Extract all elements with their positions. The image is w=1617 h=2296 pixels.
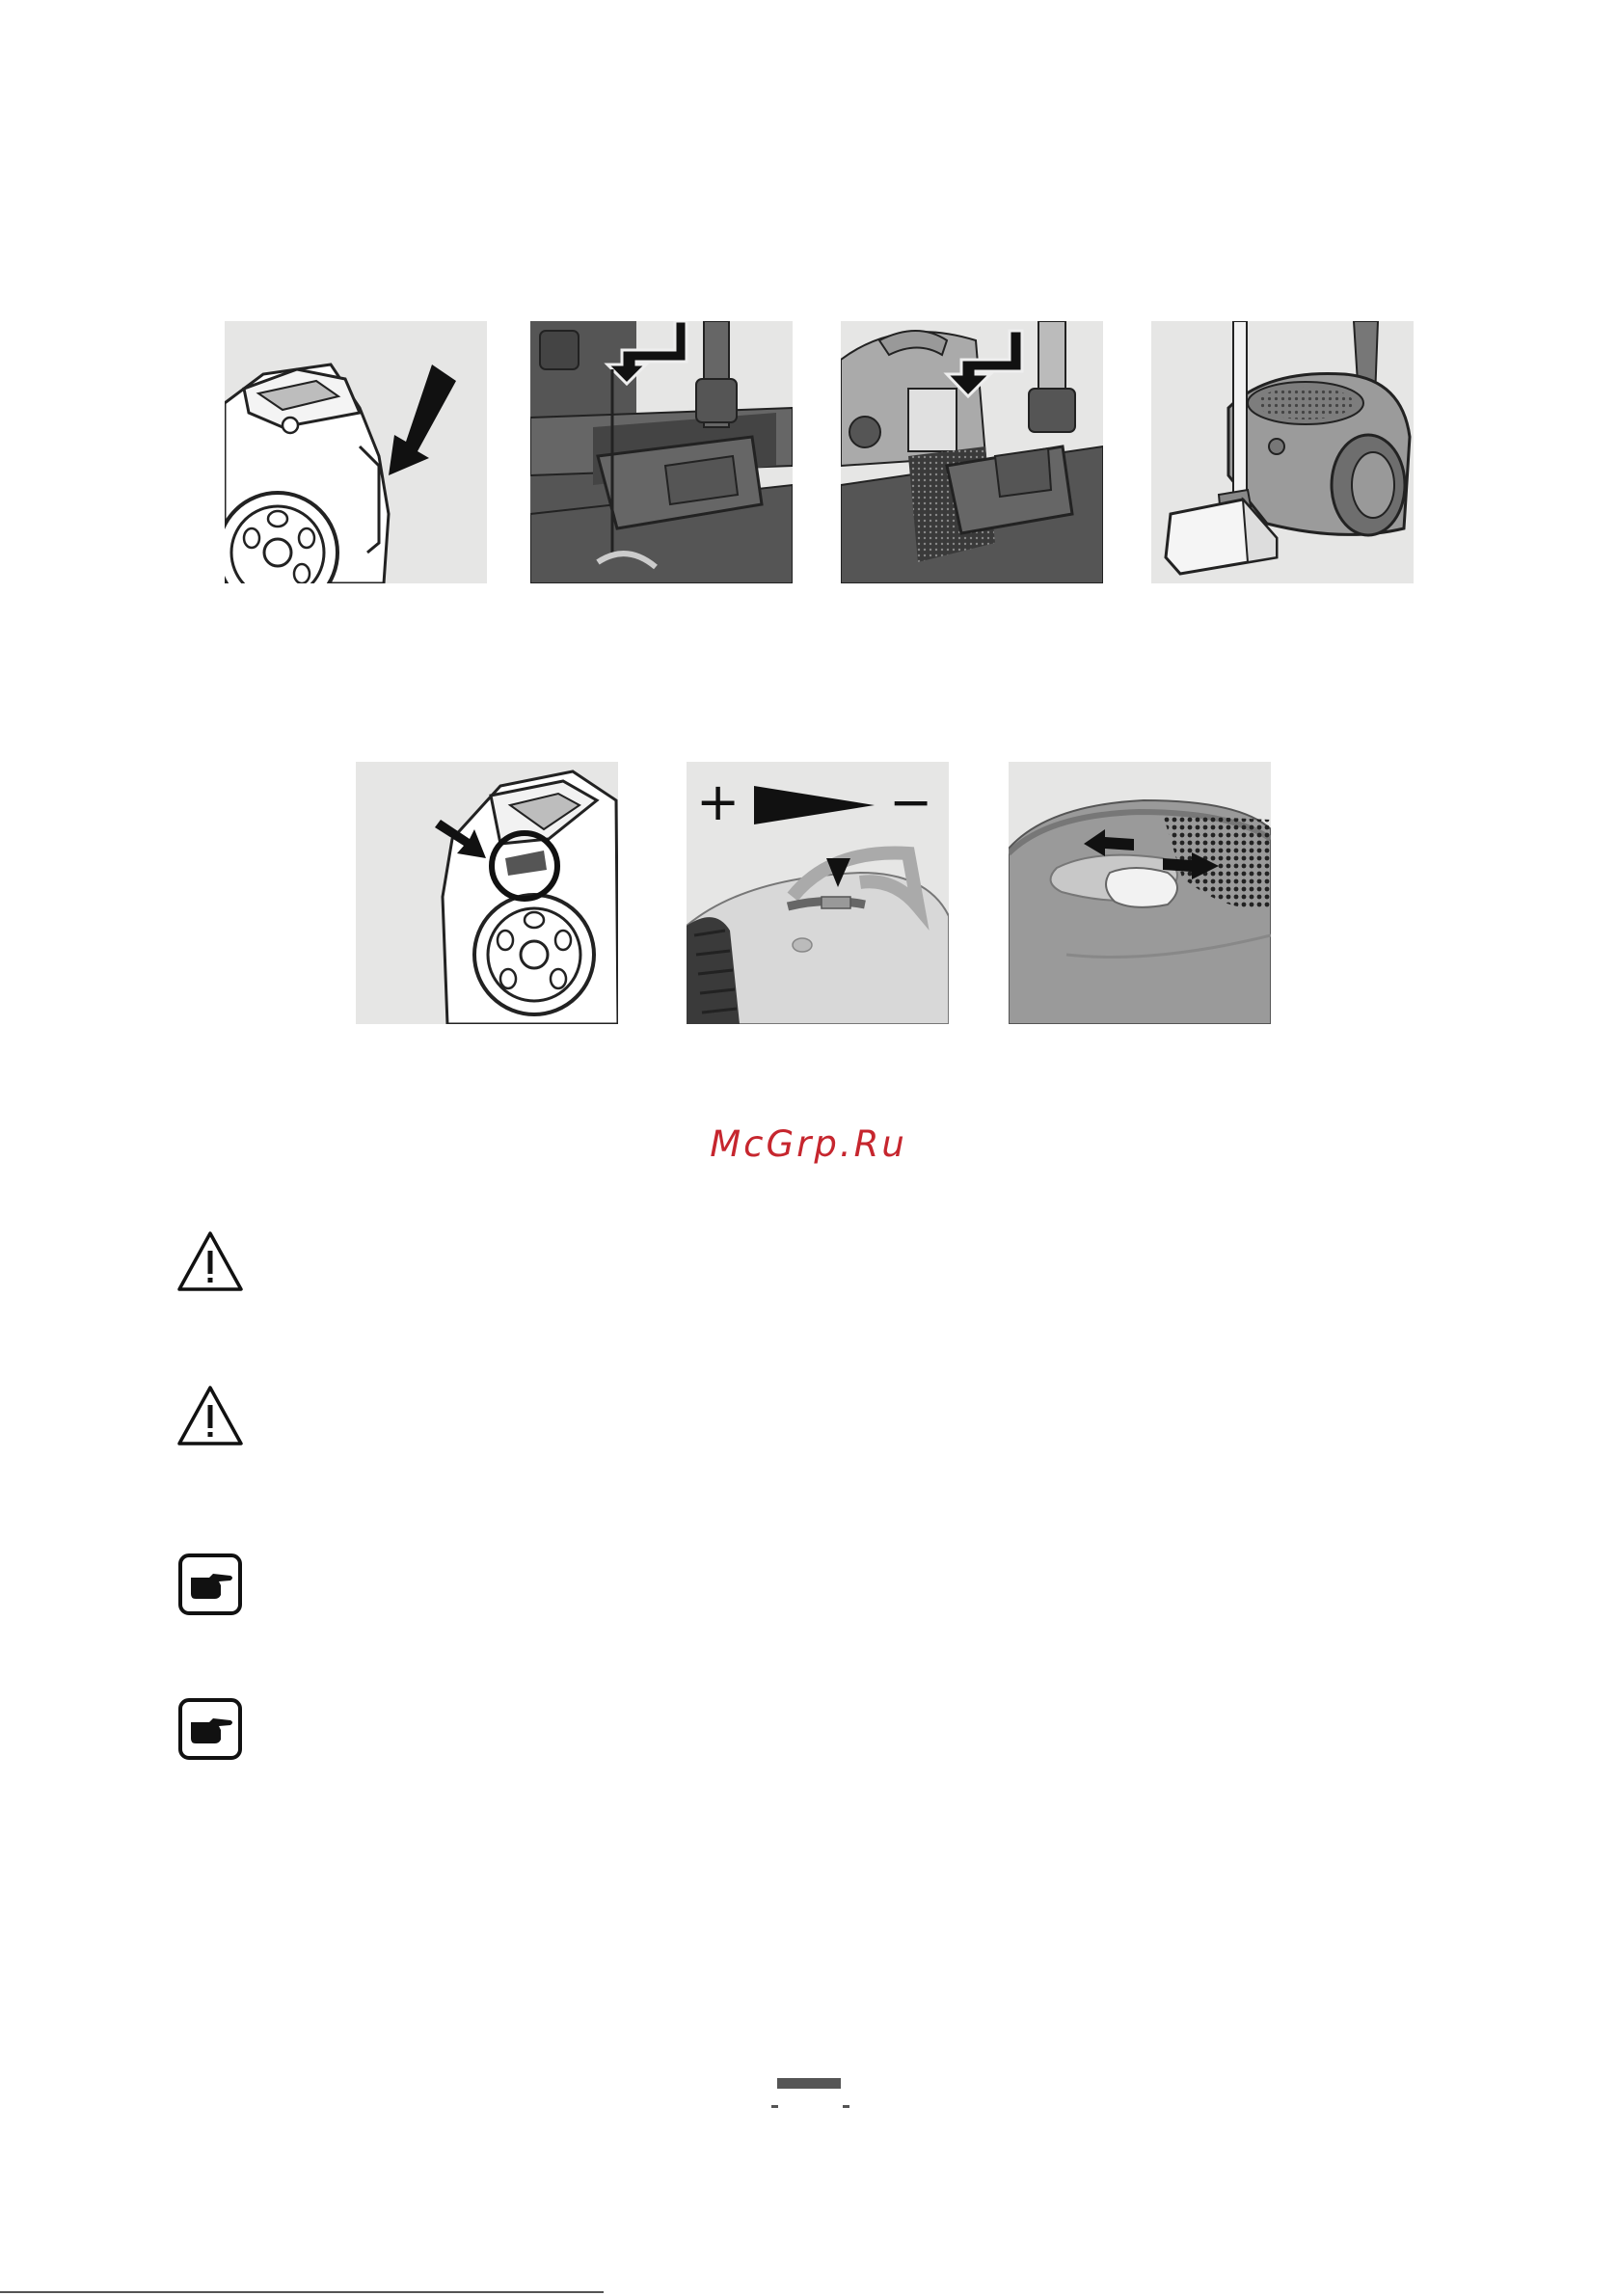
figure-lid-release-circled: [356, 762, 618, 1024]
page-footer-bar: [777, 2078, 841, 2089]
figure-slider-switch: [1009, 762, 1271, 1024]
watermark-text: McGrp.Ru: [710, 1123, 907, 1165]
bottom-rule: [0, 2291, 604, 2293]
power-plus-sign: +: [696, 771, 741, 832]
pointing-hand-icon: [176, 1553, 244, 1616]
page-footer-dash-right: [843, 2105, 849, 2108]
pointing-hand-icon: [176, 1697, 244, 1761]
warning-triangle-icon: [176, 1384, 244, 1447]
figure-power-regulator: [687, 762, 949, 1024]
figure-nozzle-park-slot: [841, 321, 1103, 583]
figure-bag-lid-arrow: [225, 321, 487, 583]
page-footer-dash-left: [771, 2105, 778, 2108]
figure-upright-storage: [1151, 321, 1414, 583]
figure-nozzle-park-hook: [530, 321, 793, 583]
power-minus-sign: −: [889, 771, 933, 832]
warning-triangle-icon: [176, 1229, 244, 1293]
